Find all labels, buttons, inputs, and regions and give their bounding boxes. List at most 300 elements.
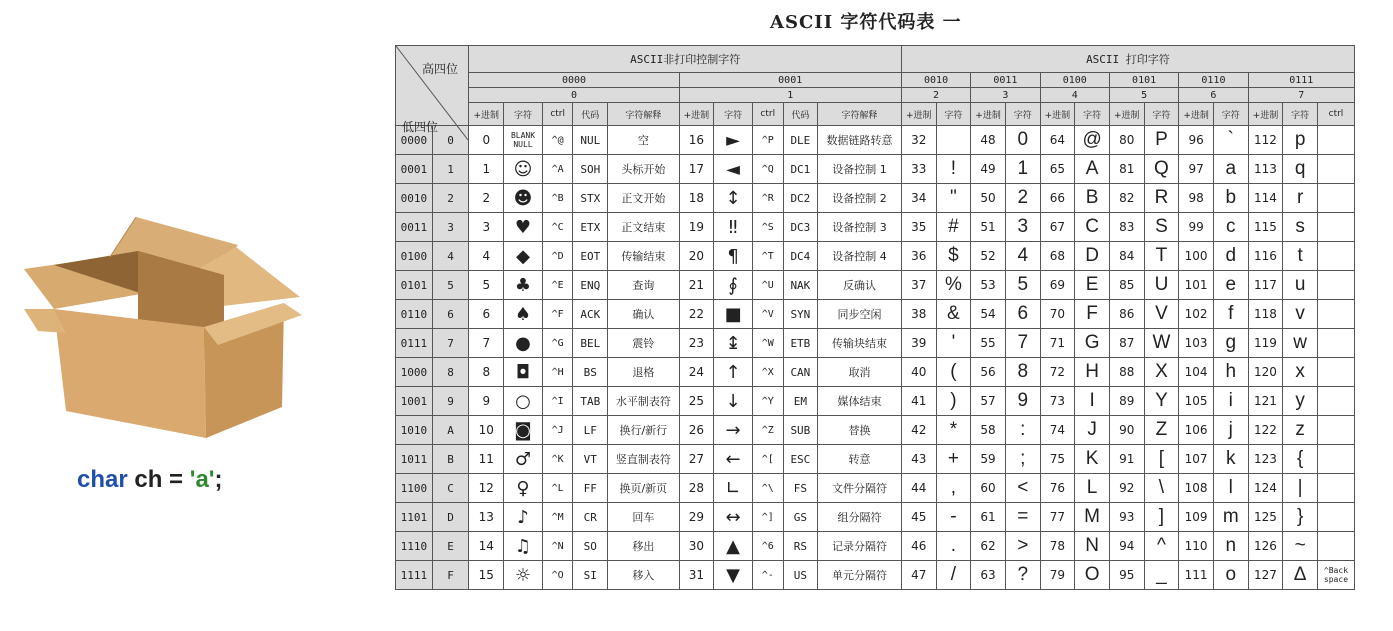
dec-cell: 58 [971,416,1006,445]
char-cell: > [1005,532,1040,561]
char-cell: { [1283,445,1318,474]
char-cell: e [1213,271,1248,300]
char-cell: | [1283,474,1318,503]
dec-cell: 91 [1109,445,1144,474]
ctrl-cell: ^L [542,474,573,503]
char-cell: 0 [1005,126,1040,155]
nonprint-title: ASCII非打印控制字符 [469,46,901,73]
low-hex-label: 8 [432,358,469,387]
desc-cell: 传输块结束 [818,329,902,358]
dec-cell: 31 [679,561,714,590]
ctrl-cell: ^T [752,242,783,271]
ctrl-cell: ^J [542,416,573,445]
char-cell: t [1283,242,1318,271]
char-cell: H [1075,358,1110,387]
dec-cell: 45 [901,503,936,532]
code-cell: VT [573,445,608,474]
dec-cell: 83 [1109,213,1144,242]
desc-cell: 转意 [818,445,902,474]
char-cell: s [1283,213,1318,242]
dec-cell: 23 [679,329,714,358]
ctrl-cell: ^S [752,213,783,242]
char-cell: I [1075,387,1110,416]
char-cell: K [1075,445,1110,474]
dec-cell: 44 [901,474,936,503]
dec-cell: 29 [679,503,714,532]
code-cell: US [783,561,818,590]
dec-cell: 27 [679,445,714,474]
dec-cell: 49 [971,155,1006,184]
char-cell: ¶ [714,242,753,271]
char-cell: x [1283,358,1318,387]
low-hex-label: D [432,503,469,532]
dec-cell: 88 [1109,358,1144,387]
char-cell: b [1213,184,1248,213]
print-title: ASCII 打印字符 [901,46,1354,73]
ctrl-cell [1317,155,1354,184]
ctrl-cell: ^] [752,503,783,532]
char-cell: N [1075,532,1110,561]
dec-cell: 2 [469,184,504,213]
dec-cell: 55 [971,329,1006,358]
char-cell: ▼ [714,561,753,590]
char-cell: n [1213,532,1248,561]
high-hex-label: 4 [1040,88,1109,103]
dec-cell: 15 [469,561,504,590]
high-hex-label: 1 [679,88,901,103]
ascii-table-body [396,46,1355,590]
char-cell: f [1213,300,1248,329]
ctrl-cell [1317,445,1354,474]
code-cell: SYN [783,300,818,329]
low-hex-label: F [432,561,469,590]
char-cell: ☻ [504,184,543,213]
dec-cell: 122 [1248,416,1283,445]
subheader-dec: +进制 [1179,103,1214,126]
char-cell: ↨ [714,329,753,358]
char-cell: ∟ [714,474,753,503]
dec-cell: 70 [1040,300,1075,329]
low-hex-label: 7 [432,329,469,358]
ctrl-cell: ^F [542,300,573,329]
table-row [396,503,1355,532]
char-cell: R [1144,184,1179,213]
dec-cell: 72 [1040,358,1075,387]
desc-cell: 换页/新页 [608,474,679,503]
code-cell: LF [573,416,608,445]
dec-cell: 40 [901,358,936,387]
dec-cell: 13 [469,503,504,532]
subheader-dec: +进制 [971,103,1006,126]
table-row [396,532,1355,561]
low-hex-label: C [432,474,469,503]
char-cell: ♂ [504,445,543,474]
char-cell: J [1075,416,1110,445]
desc-cell: 组分隔符 [818,503,902,532]
dec-cell: 41 [901,387,936,416]
char-cell [936,126,971,155]
dec-cell: 59 [971,445,1006,474]
char-cell: ♫ [504,532,543,561]
ctrl-cell: ^[ [752,445,783,474]
dec-cell: 62 [971,532,1006,561]
desc-cell: 设备控制 3 [818,213,902,242]
code-cell: GS [783,503,818,532]
ctrl-cell: ^V [752,300,783,329]
char-cell: : [1005,416,1040,445]
dec-cell: 4 [469,242,504,271]
dec-cell: 108 [1179,474,1214,503]
dec-cell: 42 [901,416,936,445]
high-hex-label: 5 [1109,88,1178,103]
dec-cell: 87 [1109,329,1144,358]
char-cell: ? [1005,561,1040,590]
dec-cell: 71 [1040,329,1075,358]
ctrl-cell: ^O [542,561,573,590]
low-bits-label: 0101 [396,271,433,300]
dec-cell: 34 [901,184,936,213]
high-bits-label: 0000 [469,73,679,88]
dec-cell: 7 [469,329,504,358]
dec-cell: 9 [469,387,504,416]
desc-cell: 回车 [608,503,679,532]
char-cell: P [1144,126,1179,155]
table-row [396,329,1355,358]
low-bits-label: 1111 [396,561,433,590]
code-cell: BS [573,358,608,387]
char-cell: Y [1144,387,1179,416]
high-bits-label: 0111 [1248,73,1354,88]
dec-cell: 51 [971,213,1006,242]
char-cell: # [936,213,971,242]
char-cell: ‼ [714,213,753,242]
dec-cell: 61 [971,503,1006,532]
char-cell: " [936,184,971,213]
char-cell: → [714,416,753,445]
char-cell: * [936,416,971,445]
desc-cell: 单元分隔符 [818,561,902,590]
char-cell: < [1005,474,1040,503]
char-cell: ♪ [504,503,543,532]
char-cell: ↔ [714,503,753,532]
dec-cell: 111 [1179,561,1214,590]
char-cell: [ [1144,445,1179,474]
dec-cell: 14 [469,532,504,561]
ctrl-cell [1317,532,1354,561]
char-cell: L [1075,474,1110,503]
char-cell: } [1283,503,1318,532]
dec-cell: 106 [1179,416,1214,445]
code-cell: EOT [573,242,608,271]
low-bits-label: 1110 [396,532,433,561]
desc-cell: 正文结束 [608,213,679,242]
char-cell: 1 [1005,155,1040,184]
subheader-char: 字符 [936,103,971,126]
dec-cell: 109 [1179,503,1214,532]
subheader-ctrl: ctrl [1317,103,1354,126]
code-cell: ACK [573,300,608,329]
dec-cell: 35 [901,213,936,242]
code-cell: DC4 [783,242,818,271]
char-cell: ☺ [504,155,543,184]
dec-cell: 74 [1040,416,1075,445]
dec-cell: 127 [1248,561,1283,590]
char-cell: ● [504,329,543,358]
char-cell: ◆ [504,242,543,271]
low-bits-label: 0001 [396,155,433,184]
char-cell: E [1075,271,1110,300]
dec-cell: 86 [1109,300,1144,329]
subheader-dec: +进制 [901,103,936,126]
subheader-char: 字符 [1075,103,1110,126]
char-cell: y [1283,387,1318,416]
char-cell: ↕ [714,184,753,213]
code-cell: RS [783,532,818,561]
ctrl-cell: ^- [752,561,783,590]
char-cell: ^ [1144,532,1179,561]
char-cell: 2 [1005,184,1040,213]
char-cell: ' [936,329,971,358]
low-hex-label: 3 [432,213,469,242]
ctrl-cell: ^Z [752,416,783,445]
code-cell: DC1 [783,155,818,184]
desc-cell: 水平制表符 [608,387,679,416]
dec-cell: 10 [469,416,504,445]
char-cell: D [1075,242,1110,271]
dec-cell: 12 [469,474,504,503]
dec-cell: 69 [1040,271,1075,300]
desc-cell: 竖直制表符 [608,445,679,474]
char-cell: Q [1144,155,1179,184]
corner-high-label: 高四位 [422,62,459,76]
high-bits-label: 0110 [1179,73,1248,88]
ctrl-cell: ^M [542,503,573,532]
char-cell: z [1283,416,1318,445]
table-title: ASCII 字符代码表 一 [770,12,962,33]
char-cell: T [1144,242,1179,271]
subheader-dec: +进制 [1248,103,1283,126]
ctrl-cell: ^\ [752,474,783,503]
low-hex-label: 0 [432,126,469,155]
dec-cell: 60 [971,474,1006,503]
desc-cell: 取消 [818,358,902,387]
code-cell: CR [573,503,608,532]
char-cell: h [1213,358,1248,387]
dec-cell: 37 [901,271,936,300]
dec-cell: 24 [679,358,714,387]
char-cell: k [1213,445,1248,474]
char-cell: 9 [1005,387,1040,416]
dec-cell: 39 [901,329,936,358]
dec-cell: 98 [1179,184,1214,213]
char-cell: / [936,561,971,590]
char-cell: j [1213,416,1248,445]
dec-cell: 0 [469,126,504,155]
corner-header [396,46,469,134]
char-cell: l [1213,474,1248,503]
char-cell: ) [936,387,971,416]
desc-cell: 正文开始 [608,184,679,213]
code-cell: ESC [783,445,818,474]
ctrl-cell: ^A [542,155,573,184]
dec-cell: 46 [901,532,936,561]
ctrl-cell [1317,271,1354,300]
dec-cell: 107 [1179,445,1214,474]
dec-cell: 114 [1248,184,1283,213]
subheader-desc: 字符解释 [818,103,902,126]
high-bits-label: 0001 [679,73,901,88]
char-cell: ∮ [714,271,753,300]
low-bits-label: 1100 [396,474,433,503]
ctrl-cell: ^C [542,213,573,242]
char-cell: . [936,532,971,561]
desc-cell: 退格 [608,358,679,387]
ctrl-cell: ^P [752,126,783,155]
dec-cell: 48 [971,126,1006,155]
dec-cell: 5 [469,271,504,300]
ctrl-cell: ^X [752,358,783,387]
char-cell: ▲ [714,532,753,561]
dec-cell: 56 [971,358,1006,387]
high-hex-label: 2 [901,88,970,103]
low-bits-label: 1101 [396,503,433,532]
desc-cell: 头标开始 [608,155,679,184]
char-cell: + [936,445,971,474]
dec-cell: 57 [971,387,1006,416]
dec-cell: 33 [901,155,936,184]
high-bits-label: 0011 [971,73,1040,88]
dec-cell: 22 [679,300,714,329]
char-cell: ↓ [714,387,753,416]
ctrl-cell [1317,242,1354,271]
dec-cell: 90 [1109,416,1144,445]
char-cell: ; [1005,445,1040,474]
dec-cell: 6 [469,300,504,329]
ctrl-cell [1317,474,1354,503]
subheader-char: 字符 [714,103,753,126]
ctrl-cell: ^6 [752,532,783,561]
char-cell: 5 [1005,271,1040,300]
desc-cell: 空 [608,126,679,155]
ctrl-cell: ^D [542,242,573,271]
subheader-dec: +进制 [469,103,504,126]
char-cell: p [1283,126,1318,155]
desc-cell: 确认 [608,300,679,329]
dec-cell: 65 [1040,155,1075,184]
low-hex-label: 1 [432,155,469,184]
dec-cell: 78 [1040,532,1075,561]
desc-cell: 设备控制 2 [818,184,902,213]
char-cell: ► [714,126,753,155]
dec-cell: 124 [1248,474,1283,503]
dec-cell: 110 [1179,532,1214,561]
char-cell: ◘ [504,358,543,387]
dec-cell: 85 [1109,271,1144,300]
code-keyword: char [77,466,128,493]
dec-cell: 76 [1040,474,1075,503]
dec-cell: 84 [1109,242,1144,271]
desc-cell: 设备控制 4 [818,242,902,271]
char-cell: S [1144,213,1179,242]
ctrl-cell: ^E [542,271,573,300]
desc-cell: 记录分隔符 [818,532,902,561]
char-cell: F [1075,300,1110,329]
desc-cell: 媒体结束 [818,387,902,416]
dec-cell: 19 [679,213,714,242]
subheader-ctrl: ctrl [542,103,573,126]
char-cell: ← [714,445,753,474]
dec-cell: 77 [1040,503,1075,532]
char-cell: M [1075,503,1110,532]
low-bits-label: 0000 [396,126,433,155]
dec-cell: 94 [1109,532,1144,561]
code-cell: SO [573,532,608,561]
char-cell: V [1144,300,1179,329]
char-cell: 4 [1005,242,1040,271]
subheader-char: 字符 [1005,103,1040,126]
code-cell: DC2 [783,184,818,213]
dec-cell: 103 [1179,329,1214,358]
char-cell: _ [1144,561,1179,590]
dec-cell: 67 [1040,213,1075,242]
ctrl-cell [1317,184,1354,213]
subheader-char: 字符 [1283,103,1318,126]
char-cell: w [1283,329,1318,358]
high-bits-label: 0101 [1109,73,1178,88]
char-cell: ♠ [504,300,543,329]
code-cell: BEL [573,329,608,358]
low-hex-label: A [432,416,469,445]
low-hex-label: 5 [432,271,469,300]
code-semicolon: ; [214,466,223,493]
dec-cell: 100 [1179,242,1214,271]
char-cell: G [1075,329,1110,358]
ctrl-cell: ^R [752,184,783,213]
dec-cell: 99 [1179,213,1214,242]
ctrl-cell: ^W [752,329,783,358]
char-cell: ○ [504,387,543,416]
low-bits-label: 0111 [396,329,433,358]
dec-cell: 93 [1109,503,1144,532]
dec-cell: 38 [901,300,936,329]
dec-cell: 117 [1248,271,1283,300]
dec-cell: 16 [679,126,714,155]
char-cell: O [1075,561,1110,590]
dec-cell: 63 [971,561,1006,590]
ctrl-cell [1317,358,1354,387]
ctrl-cell: ^Y [752,387,783,416]
code-cell: FS [783,474,818,503]
code-cell: FF [573,474,608,503]
high-bits-label: 0100 [1040,73,1109,88]
low-bits-label: 0110 [396,300,433,329]
char-cell: m [1213,503,1248,532]
code-char-literal: 'a' [189,466,215,493]
ctrl-cell: ^H [542,358,573,387]
desc-cell: 数据链路转意 [818,126,902,155]
desc-cell: 反确认 [818,271,902,300]
code-cell: SOH [573,155,608,184]
char-cell: & [936,300,971,329]
dec-cell: 11 [469,445,504,474]
dec-cell: 126 [1248,532,1283,561]
table-row [396,271,1355,300]
char-cell: ◄ [714,155,753,184]
left-panel [0,0,390,631]
char-cell: BLANK NULL [504,126,543,155]
dec-cell: 89 [1109,387,1144,416]
char-cell: ♣ [504,271,543,300]
